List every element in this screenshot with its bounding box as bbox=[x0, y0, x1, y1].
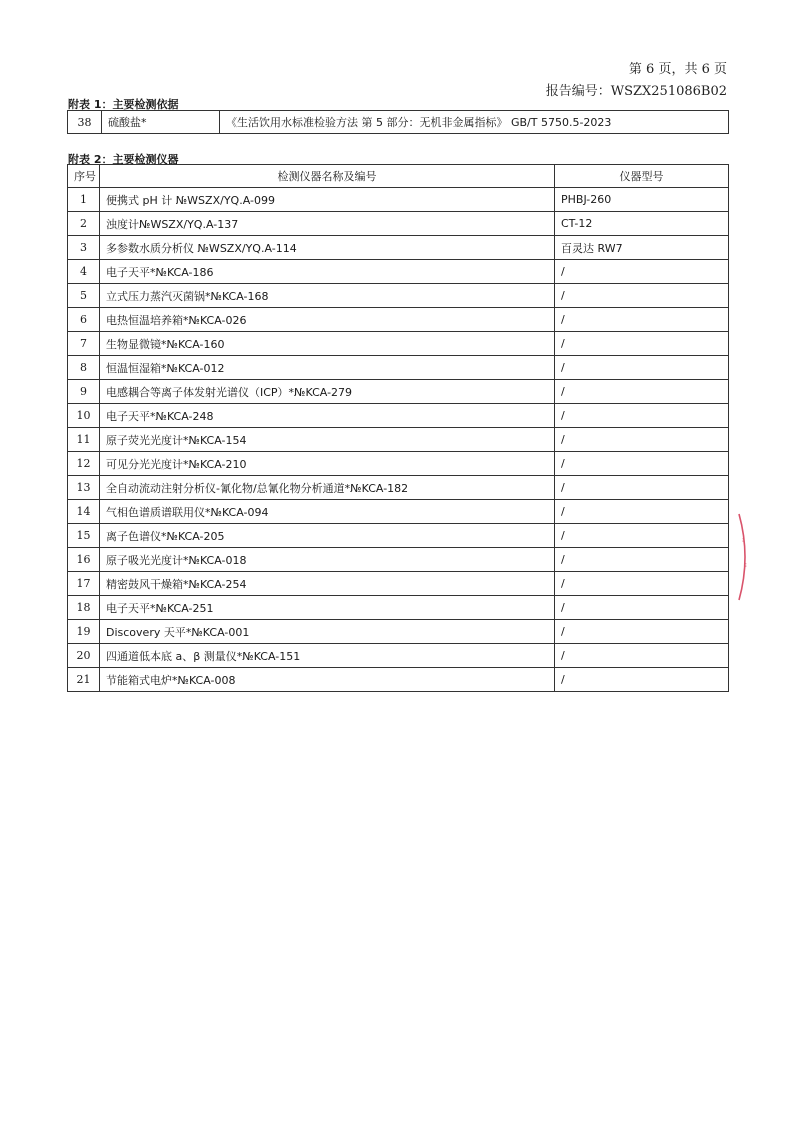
instrument-name: 电子天平*№KCA-186 bbox=[100, 260, 555, 284]
instrument-name: 电感耦合等离子体发射光谱仪（ICP）*№KCA-279 bbox=[100, 380, 555, 404]
instrument-model: / bbox=[555, 500, 729, 524]
instrument-model: 百灵达 RW7 bbox=[555, 236, 729, 260]
instrument-name: 便携式 pH 计 №WSZX/YQ.A-099 bbox=[100, 188, 555, 212]
instrument-model: / bbox=[555, 332, 729, 356]
row-number: 5 bbox=[68, 284, 100, 308]
table-row bbox=[68, 548, 729, 572]
table-row bbox=[68, 188, 729, 212]
table-row bbox=[68, 644, 729, 668]
instrument-name: 离子色谱仪*№KCA-205 bbox=[100, 524, 555, 548]
seal-stamp-edge bbox=[733, 512, 753, 602]
row-number: 17 bbox=[68, 572, 100, 596]
instrument-name: 电子天平*№KCA-251 bbox=[100, 596, 555, 620]
table-row bbox=[68, 668, 729, 692]
row-number: 11 bbox=[68, 428, 100, 452]
table-row bbox=[68, 260, 729, 284]
row-number: 7 bbox=[68, 332, 100, 356]
row-number: 14 bbox=[68, 500, 100, 524]
instrument-name: 电子天平*№KCA-248 bbox=[100, 404, 555, 428]
table-row bbox=[68, 572, 729, 596]
table-row bbox=[68, 212, 729, 236]
row-number: 20 bbox=[68, 644, 100, 668]
row-number: 13 bbox=[68, 476, 100, 500]
header-no: 序号 bbox=[68, 165, 100, 188]
table-row bbox=[68, 111, 729, 134]
header-name: 检测仪器名称及编号 bbox=[100, 165, 555, 188]
instrument-model: / bbox=[555, 452, 729, 476]
test-method: 《生活饮用水标准检验方法 第 5 部分：无机非金属指标》 GB/T 5750.5-2023 bbox=[220, 111, 729, 134]
instrument-name: 节能箱式电炉*№KCA-008 bbox=[100, 668, 555, 692]
instrument-name: 四通道低本底 a、β 测量仪*№KCA-151 bbox=[100, 644, 555, 668]
page-number: 第 6 页，共 6 页 bbox=[628, 62, 727, 77]
instrument-model: / bbox=[555, 428, 729, 452]
appendix1-title: 附表 1：主要检测依据 bbox=[68, 98, 179, 111]
instrument-model: / bbox=[555, 356, 729, 380]
row-number: 18 bbox=[68, 596, 100, 620]
instrument-name: Discovery 天平*№KCA-001 bbox=[100, 620, 555, 644]
instrument-model: / bbox=[555, 308, 729, 332]
instrument-model: / bbox=[555, 404, 729, 428]
instrument-model: / bbox=[555, 380, 729, 404]
instrument-name: 恒温恒湿箱*№KCA-012 bbox=[100, 356, 555, 380]
row-number: 3 bbox=[68, 236, 100, 260]
row-number: 10 bbox=[68, 404, 100, 428]
row-number: 21 bbox=[68, 668, 100, 692]
row-number: 8 bbox=[68, 356, 100, 380]
table-row bbox=[68, 620, 729, 644]
instrument-model: PHBJ-260 bbox=[555, 188, 729, 212]
table-row bbox=[68, 596, 729, 620]
page-header bbox=[427, 58, 727, 98]
instrument-model: / bbox=[555, 548, 729, 572]
instrument-name: 浊度计№WSZX/YQ.A-137 bbox=[100, 212, 555, 236]
row-number: 1 bbox=[68, 188, 100, 212]
row-number: 6 bbox=[68, 308, 100, 332]
table-header-row bbox=[68, 165, 729, 188]
instrument-model: / bbox=[555, 284, 729, 308]
instrument-model: / bbox=[555, 260, 729, 284]
row-number: 4 bbox=[68, 260, 100, 284]
instrument-model: / bbox=[555, 524, 729, 548]
appendix2-table bbox=[67, 164, 729, 692]
instrument-model: / bbox=[555, 644, 729, 668]
stamp-mark: ⁝ bbox=[745, 562, 747, 569]
instrument-model: CT-12 bbox=[555, 212, 729, 236]
instrument-name: 全自动流动注射分析仪-氰化物/总氰化物分析通道*№KCA-182 bbox=[100, 476, 555, 500]
instrument-name: 生物显微镜*№KCA-160 bbox=[100, 332, 555, 356]
test-item: 硫酸盐* bbox=[102, 111, 220, 134]
table-row bbox=[68, 476, 729, 500]
instrument-name: 原子荧光光度计*№KCA-154 bbox=[100, 428, 555, 452]
table-row bbox=[68, 428, 729, 452]
instrument-name: 气相色谱质谱联用仪*№KCA-094 bbox=[100, 500, 555, 524]
instrument-model: / bbox=[555, 620, 729, 644]
table-row bbox=[68, 284, 729, 308]
stamp-mark: ⁝ bbox=[742, 537, 744, 544]
instrument-name: 原子吸光光度计*№KCA-018 bbox=[100, 548, 555, 572]
table-row bbox=[68, 500, 729, 524]
row-number: 38 bbox=[68, 111, 102, 134]
table-row bbox=[68, 404, 729, 428]
table-row bbox=[68, 380, 729, 404]
table-row bbox=[68, 524, 729, 548]
row-number: 12 bbox=[68, 452, 100, 476]
instrument-model: / bbox=[555, 572, 729, 596]
appendix2-title: 附表 2：主要检测仪器 bbox=[68, 153, 179, 166]
header-model: 仪器型号 bbox=[555, 165, 729, 188]
instrument-name: 电热恒温培养箱*№KCA-026 bbox=[100, 308, 555, 332]
table-row bbox=[68, 356, 729, 380]
row-number: 16 bbox=[68, 548, 100, 572]
row-number: 2 bbox=[68, 212, 100, 236]
row-number: 19 bbox=[68, 620, 100, 644]
instrument-name: 立式压力蒸汽灭菌锅*№KCA-168 bbox=[100, 284, 555, 308]
table-row bbox=[68, 236, 729, 260]
row-number: 9 bbox=[68, 380, 100, 404]
instrument-model: / bbox=[555, 668, 729, 692]
instrument-model: / bbox=[555, 476, 729, 500]
instrument-model: / bbox=[555, 596, 729, 620]
table-row bbox=[68, 332, 729, 356]
table-row bbox=[68, 452, 729, 476]
appendix1-table bbox=[67, 110, 729, 134]
instrument-name: 多参数水质分析仪 №WSZX/YQ.A-114 bbox=[100, 236, 555, 260]
instrument-name: 精密鼓风干燥箱*№KCA-254 bbox=[100, 572, 555, 596]
row-number: 15 bbox=[68, 524, 100, 548]
instrument-name: 可见分光光度计*№KCA-210 bbox=[100, 452, 555, 476]
report-number: 报告编号：WSZX251086B02 bbox=[545, 84, 727, 99]
table-row bbox=[68, 308, 729, 332]
